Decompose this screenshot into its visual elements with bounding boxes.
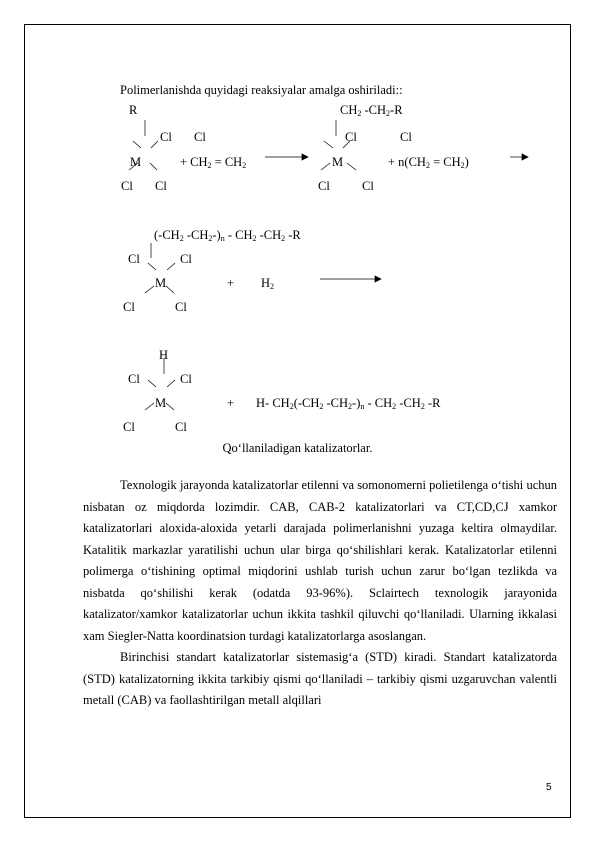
- chlorine-label: Cl: [180, 372, 192, 386]
- chlorine-label: Cl: [175, 300, 187, 314]
- bond-line: [166, 403, 174, 410]
- bond-line: [148, 263, 156, 270]
- ethylene-reagent: + $CH_2 = CH_2$: [180, 155, 247, 170]
- n-ethylene-reagent: + $n(CH_2 = CH_2)$: [388, 155, 469, 170]
- hydrogen-reagent: $H_2$: [261, 276, 275, 291]
- body-text: [83, 475, 557, 712]
- bond-line: [133, 141, 141, 148]
- chlorine-label: Cl: [155, 179, 167, 193]
- bond-line: [324, 141, 333, 148]
- bond-line: [167, 263, 175, 270]
- paragraph: Birinchisi standart katalizatorlar sistemasig‘a (STD) kiradi. Standart katalizatorda (STD) katalizatorning ikkita tarkibiy qismi qo‘llaniladi – tarkibiy qismi uzgaruvchan valentli metall (CAB) va faollashtirilgan metall alqillari: [83, 650, 557, 707]
- chlorine-label: Cl: [175, 420, 187, 434]
- bond-line: [151, 141, 158, 148]
- metal-center: M: [332, 155, 344, 169]
- bond-line: [148, 380, 156, 387]
- bond-line: [167, 380, 175, 387]
- plus-sign: +: [227, 396, 235, 410]
- growing-chain-top: $CH_2$ $-CH_2-R$: [340, 103, 403, 118]
- chlorine-label: Cl: [121, 179, 133, 193]
- chlorine-label: Cl: [128, 372, 140, 386]
- hydride-h: H: [159, 348, 169, 362]
- bond-line: [145, 403, 154, 410]
- polymer-product: H- $CH_2(-CH_2$ $-CH_2-)_n - CH_2$ $-CH_2$ -R: [256, 396, 441, 411]
- reaction-arrow-head: [522, 154, 528, 160]
- plus-sign: +: [227, 276, 235, 290]
- intro-text: Polimerlanishda quyidagi reaksiyalar amalga oshiriladi::: [120, 83, 403, 97]
- page-number: 5: [546, 782, 552, 793]
- substituent-r: R: [129, 103, 138, 117]
- chlorine-label: Cl: [318, 179, 330, 193]
- reaction-arrow-head: [302, 154, 308, 160]
- bond-line: [347, 163, 356, 170]
- metal-center: M: [155, 276, 167, 290]
- chlorine-label: Cl: [160, 130, 172, 144]
- chlorine-label: Cl: [362, 179, 374, 193]
- metal-center: M: [155, 396, 167, 410]
- bond-line: [166, 286, 174, 293]
- polymer-chain: ($-CH_2$ $-CH_2-)_n - CH_2$ $-CH_2$ -R: [154, 228, 301, 243]
- reaction-arrow-head: [375, 276, 381, 282]
- bond-line: [321, 163, 330, 170]
- bond-line: [145, 286, 154, 293]
- chlorine-label: Cl: [345, 130, 357, 144]
- section-heading: Qo‘llaniladigan katalizatorlar.: [222, 441, 373, 455]
- bond-line: [150, 163, 157, 170]
- paragraph: Texnologik jarayonda katalizatorlar etilenni va somonomerni polietilenga o‘tishi uchun nisbatan oz miqdorda lozimdir. CAB, CAB-2 katalizatorlari va CT,CD,CJ xamkor katalizatorlari aloxida-aloxida yetarli darajada polimerlanishni yuzaga keltira olmaydilar. Katalitik markazlar yaratilishi uchun ular birga qo‘shilishlari kerak. Katalizatorlar etilenni polimerga o‘tishining optimal miqdorini ushlab turish uchun zarur bo‘lgan tezlikda va nisbatda qo‘shilishi kerak (odatda 93-96%). Sclairtech texnologik jarayonida katalizator/xamkor katalizatorlar uchun ikkita tashkil qiluvchi qo‘llaniladi. Ularning ikkalasi xam Siegler-Natta koordinatsion turdagi katalizatorlarga asoslangan.: [83, 478, 557, 643]
- chlorine-label: Cl: [123, 420, 135, 434]
- chlorine-label: Cl: [128, 252, 140, 266]
- chlorine-label: Cl: [400, 130, 412, 144]
- metal-center: M: [130, 155, 142, 169]
- chlorine-label: Cl: [194, 130, 206, 144]
- chlorine-label: Cl: [180, 252, 192, 266]
- chlorine-label: Cl: [123, 300, 135, 314]
